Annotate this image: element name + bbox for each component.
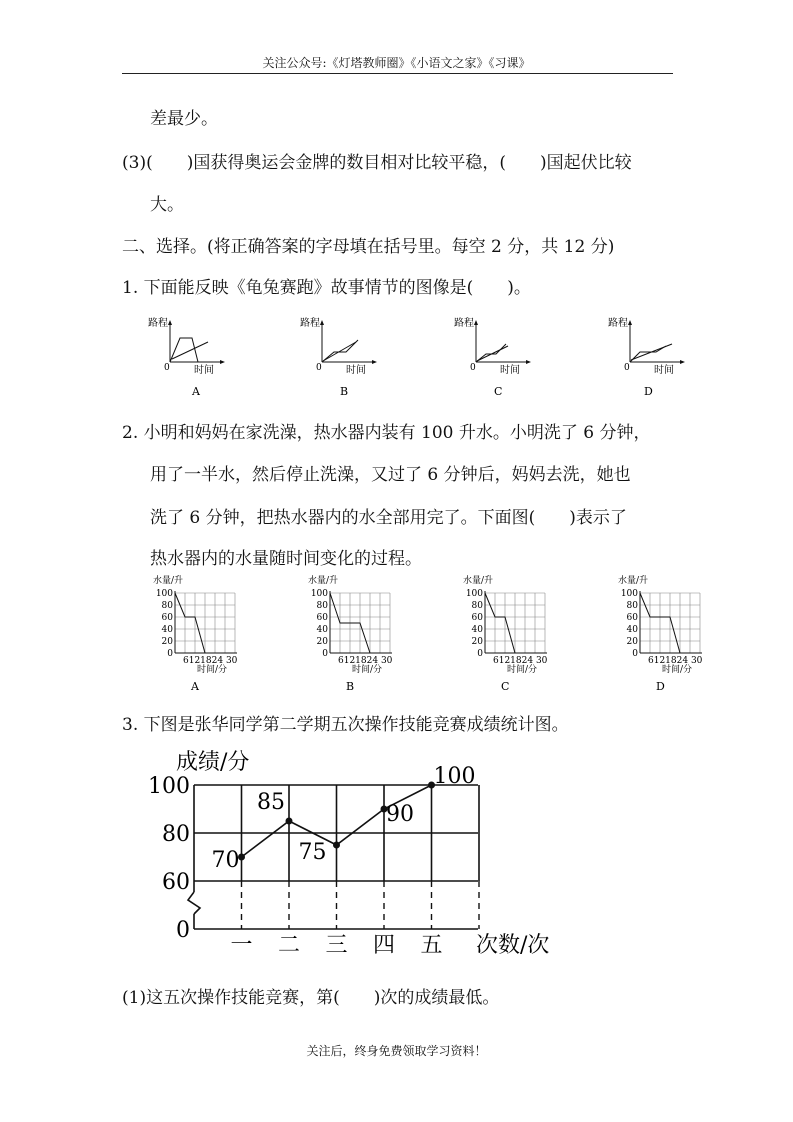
q2d-xticks: 6121824 30 — [648, 656, 703, 666]
q2-graphs-svg — [145, 573, 725, 695]
q2-text-1: 2. 小明和妈妈在家洗澡，热水器内装有 100 升水。小明洗了 6 分钟， — [122, 423, 651, 443]
q2c-y80: 80 — [471, 601, 483, 611]
q2-graph-b — [308, 574, 393, 693]
q1-graph-a — [148, 316, 225, 376]
q2d-y20: 20 — [626, 637, 638, 647]
x-categories — [230, 933, 442, 958]
q2-option-c: C — [501, 680, 510, 693]
q2b-y20: 20 — [316, 637, 328, 647]
header-divider — [122, 73, 673, 74]
data-label: 100 — [433, 764, 476, 789]
q1c-ylabel: 路程 — [454, 318, 474, 329]
q1-graph-b — [300, 316, 377, 376]
q1d-xlabel: 时间 — [654, 365, 674, 376]
q2d-y100: 100 — [620, 589, 638, 599]
q2d-y0: 0 — [632, 649, 638, 659]
q2-option-a: A — [191, 680, 199, 693]
q2a-y0: 0 — [167, 649, 173, 659]
question-3-line: (3)( )国获得奥运会金牌的数目相对比较平稳，( )国起伏比较 — [122, 153, 632, 173]
q2b-y100: 100 — [310, 589, 328, 599]
q2b-y60: 60 — [316, 613, 328, 623]
page-footer: 关注后，终身免费领取学习资料！ — [306, 1044, 487, 1058]
chart-xlabel: 次数/次 — [476, 933, 550, 958]
score-chart-svg — [140, 742, 580, 960]
section-2-heading: 二、选择。(将正确答案的字母填在括号里。每空 2 分，共 12 分) — [122, 237, 615, 257]
q2c-xlabel: 时间/分 — [507, 665, 538, 675]
series-line — [212, 764, 476, 873]
q2d-y40: 40 — [626, 625, 638, 635]
q1b-ylabel: 路程 — [300, 318, 320, 329]
q1b-xlabel: 时间 — [346, 365, 366, 376]
x-category-label: 二 — [277, 933, 301, 958]
data-label: 75 — [298, 840, 327, 865]
q1b-origin: 0 — [316, 363, 322, 373]
q2c-y100: 100 — [465, 589, 483, 599]
q1a-xlabel: 时间 — [194, 365, 214, 376]
data-point — [333, 842, 340, 849]
q1d-origin: 0 — [624, 363, 630, 373]
q2a-y40: 40 — [161, 625, 173, 635]
text-line-3: 大。 — [150, 195, 184, 215]
q2a-xticks: 6121824 30 — [183, 656, 238, 666]
q1-graphs-svg — [140, 316, 700, 401]
q2a-xlabel: 时间/分 — [197, 665, 228, 675]
x-category-label: 一 — [230, 933, 253, 958]
data-point — [286, 818, 293, 825]
q1-option-b: B — [340, 385, 349, 398]
q1-graph-d — [608, 316, 685, 376]
q2c-y60: 60 — [471, 613, 483, 623]
x-category-label: 五 — [420, 933, 443, 958]
q2a-y80: 80 — [161, 601, 173, 611]
q1c-origin: 0 — [470, 363, 476, 373]
q2-text-2: 用了一半水，然后停止洗澡，又过了 6 分钟后，妈妈去洗，她也 — [150, 465, 631, 485]
q1-graphs — [140, 316, 700, 401]
y-ticks — [148, 774, 190, 943]
q2b-xticks: 6121824 30 — [338, 656, 393, 666]
q2-text-3: 洗了 6 分钟，把热水器内的水全部用完了。下面图( )表示了 — [150, 508, 627, 528]
q2a-y20: 20 — [161, 637, 173, 647]
q2a-y100: 100 — [155, 589, 173, 599]
q2b-y80: 80 — [316, 601, 328, 611]
y-tick-label: 80 — [162, 822, 190, 847]
break-zigzag — [188, 892, 200, 914]
q2c-xticks: 6121824 30 — [493, 656, 548, 666]
chart-ylabel: 成绩/分 — [176, 750, 250, 775]
text-line-1: 差最少。 — [150, 109, 218, 129]
q2d-y80: 80 — [626, 601, 638, 611]
data-label: 85 — [257, 790, 285, 815]
q3-text: 3. 下图是张华同学第二学期五次操作技能竞赛成绩统计图。 — [122, 715, 569, 735]
q1-option-d: D — [644, 385, 653, 398]
q2c-y40: 40 — [471, 625, 483, 635]
page-header: 关注公众号:《灯塔教师圈》《小语文之家》《习课》 — [262, 56, 531, 70]
q2b-xlabel: 时间/分 — [352, 665, 383, 675]
x-category-label: 四 — [372, 933, 396, 958]
q2a-ylabel: 水量/升 — [153, 576, 184, 586]
q2d-y60: 60 — [626, 613, 638, 623]
q2d-ylabel: 水量/升 — [618, 576, 649, 586]
q2c-ylabel: 水量/升 — [463, 576, 494, 586]
q2-graphs — [145, 573, 725, 695]
q1-option-a: A — [192, 385, 200, 398]
q2c-y20: 20 — [471, 637, 483, 647]
q1a-origin: 0 — [164, 363, 170, 373]
q2a-y60: 60 — [161, 613, 173, 623]
data-label: 70 — [211, 848, 240, 873]
score-chart — [140, 742, 580, 960]
q2d-xlabel: 时间/分 — [662, 665, 693, 675]
q2b-ylabel: 水量/升 — [308, 576, 339, 586]
q1-text: 1. 下面能反映《龟兔赛跑》故事情节的图像是( )。 — [122, 278, 531, 298]
q2b-y40: 40 — [316, 625, 328, 635]
q2-graph-c — [463, 574, 548, 693]
q1-graph-c — [454, 316, 531, 376]
q1c-xlabel: 时间 — [500, 365, 520, 376]
q2-graph-d — [618, 574, 703, 693]
q1a-ylabel: 路程 — [148, 318, 168, 329]
y-tick-label: 0 — [176, 918, 190, 943]
y-tick-label: 100 — [148, 774, 190, 799]
q2-option-b: B — [346, 680, 355, 693]
q2c-y0: 0 — [477, 649, 483, 659]
y-tick-label: 60 — [162, 870, 190, 895]
data-label: 90 — [386, 802, 414, 827]
q2-text-4: 热水器内的水量随时间变化的过程。 — [150, 549, 422, 569]
q1-option-c: C — [494, 385, 503, 398]
q1d-ylabel: 路程 — [608, 318, 628, 329]
q3-sub1-text: (1)这五次操作技能竞赛，第( )次的成绩最低。 — [122, 988, 500, 1008]
x-category-label: 三 — [325, 933, 348, 958]
q2b-y0: 0 — [322, 649, 328, 659]
q2-option-d: D — [656, 680, 665, 693]
q2-graph-a — [153, 574, 238, 693]
